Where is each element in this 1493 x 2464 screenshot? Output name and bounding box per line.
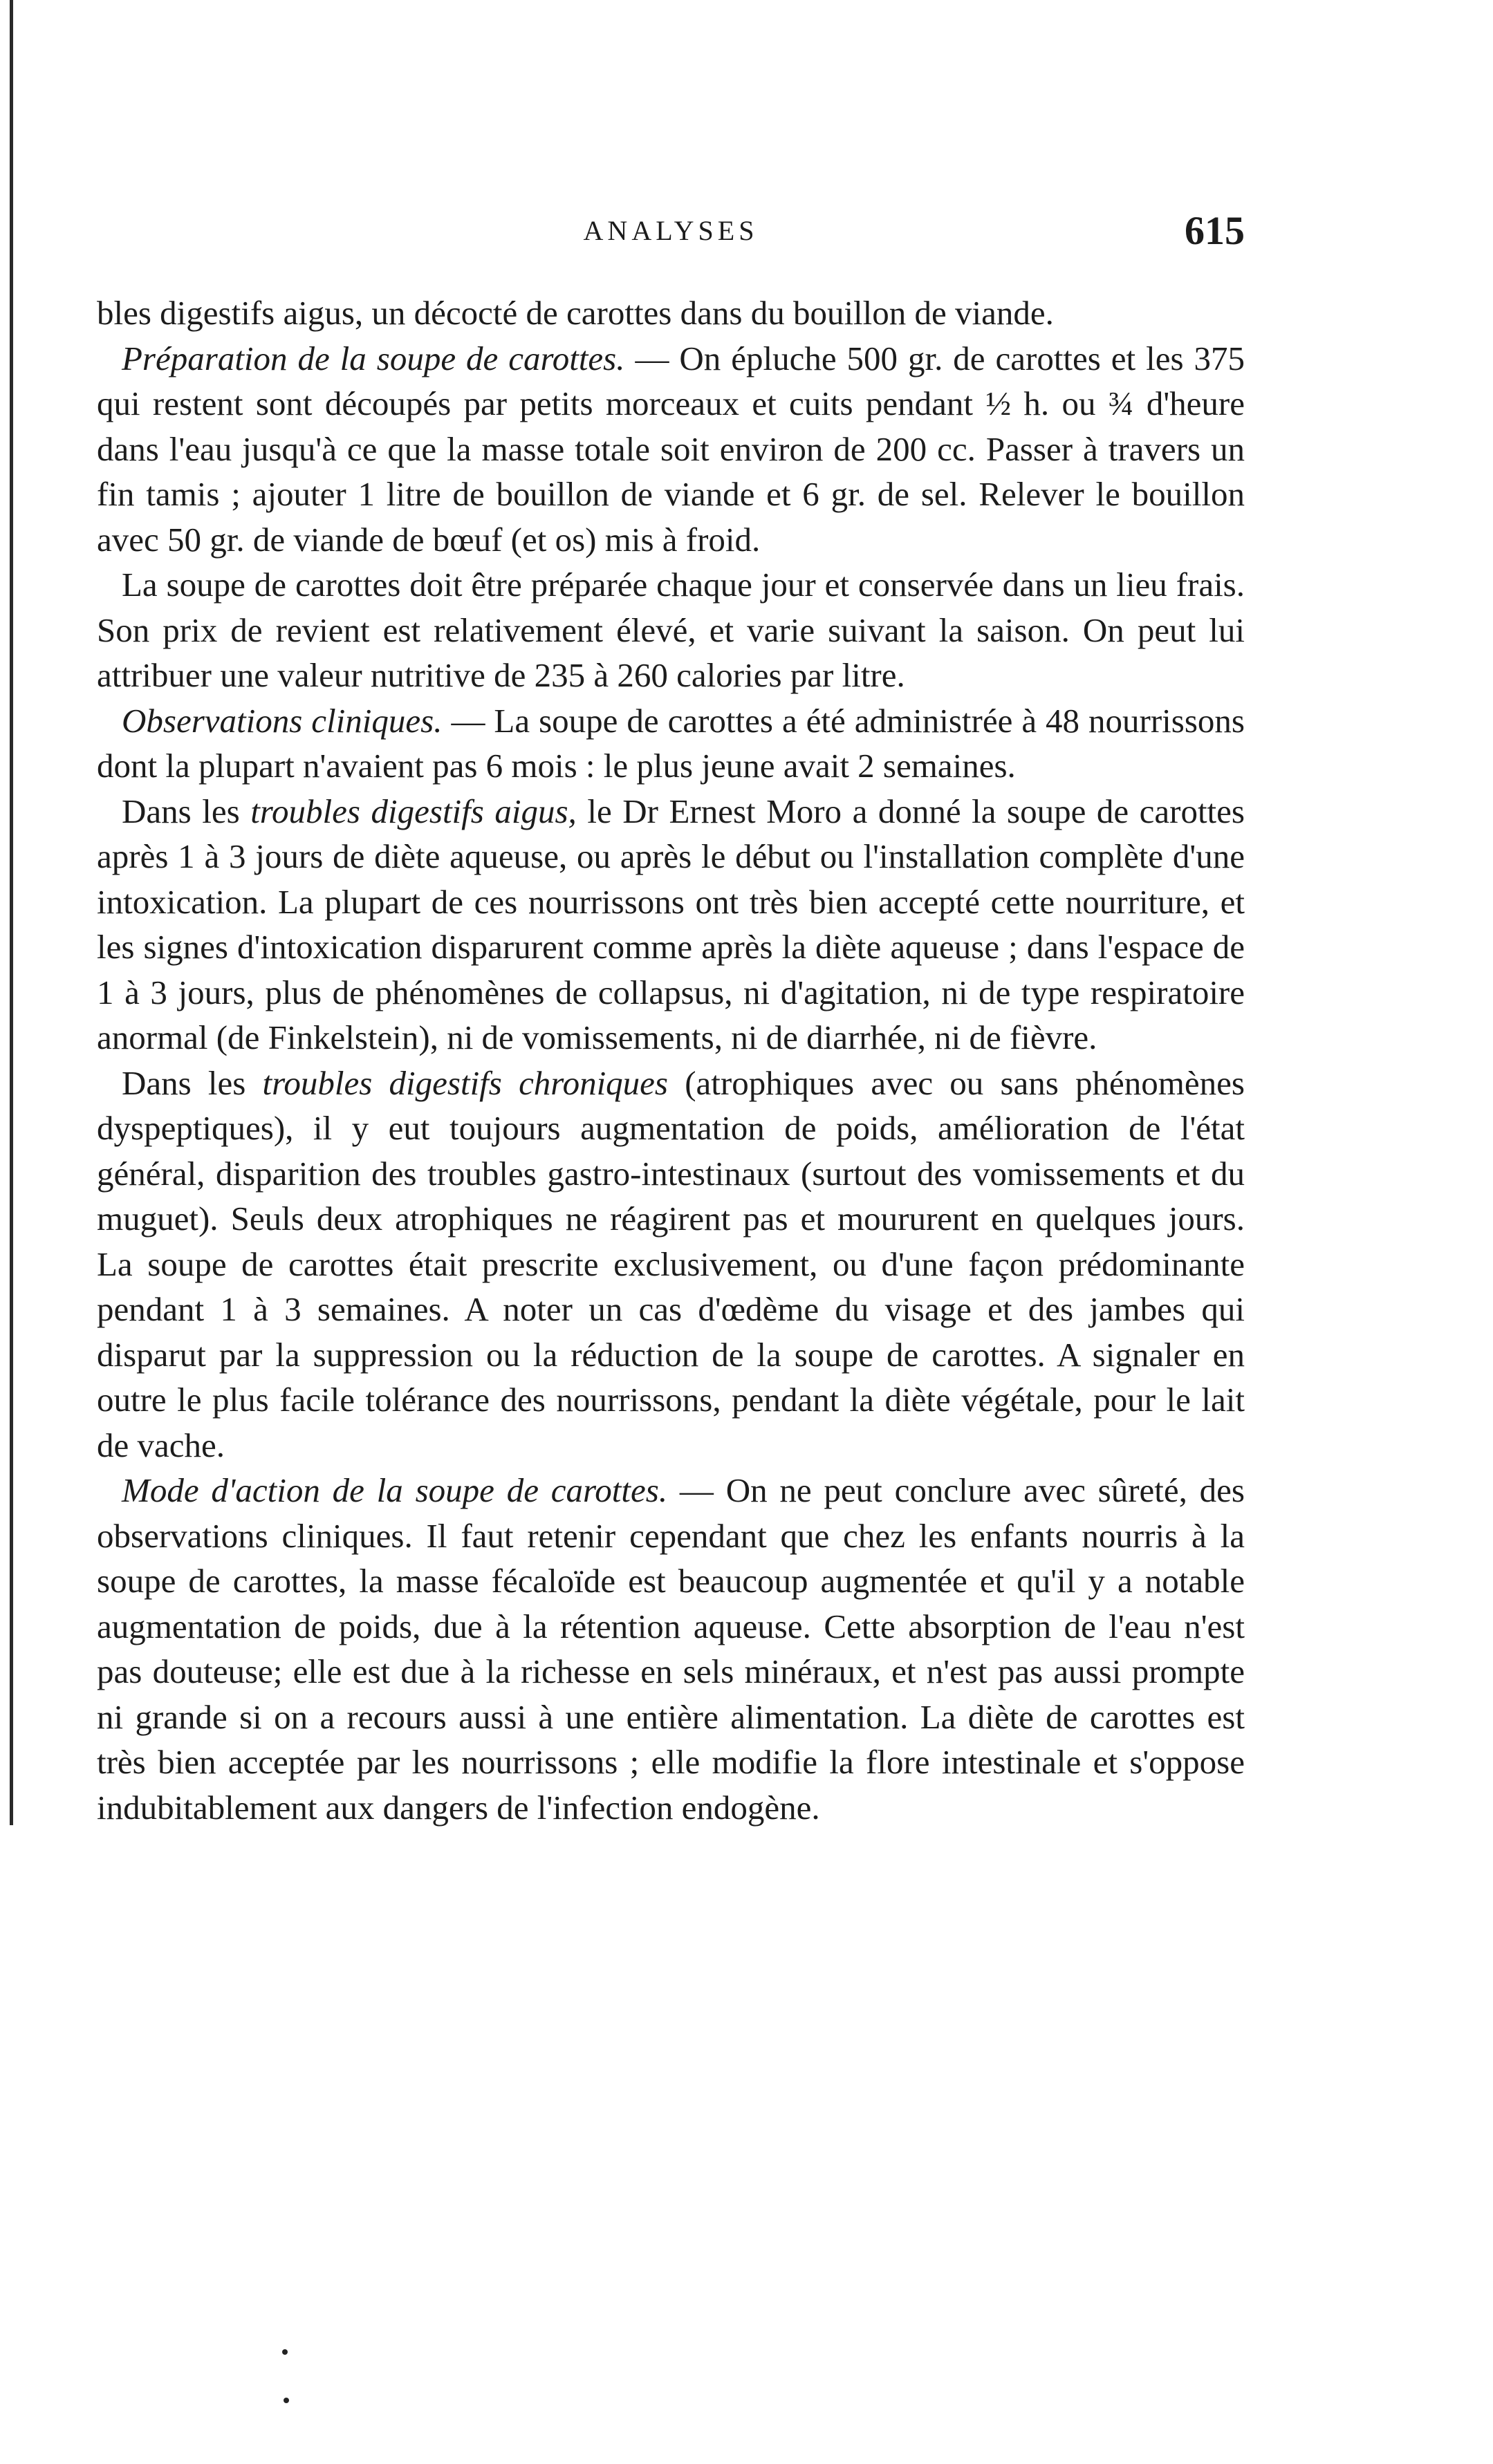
page-edge-rule <box>10 0 13 1825</box>
paragraph <box>97 698 1245 789</box>
paragraph <box>97 1468 1245 1830</box>
body-text <box>97 290 1245 1830</box>
italic-text-segment: Mode d'action de la soupe de carottes. <box>122 1471 668 1509</box>
text-segment: Dans les <box>122 792 251 830</box>
ink-speck <box>282 2349 288 2355</box>
text-segment: — On ne peut conclure avec sûreté, des observations cliniques. Il faut retenir cependant que chez les enfants nourris à la soupe de carottes, la masse fécaloïde est beaucoup augmentée et qu'il y a notable augmentation de poids, due à la rétention aqueuse. Cette absorption de l'eau n'est pas douteuse; elle est due à la richesse en sels minéraux, et n'est pas aussi prompte ni grande si on a recours aussi à une entière alimentation. La diète de carottes est très bien acceptée par les nourrissons ; elle modifie la flore intestinale et s'oppose indubitablement aux dangers de l'infection endogène. <box>97 1471 1245 1827</box>
text-segment: bles digestifs aigus, un décocté de carottes dans du bouillon de viande. <box>97 294 1054 332</box>
italic-text-segment: Préparation de la soupe de carottes. <box>122 339 625 377</box>
running-head: ANALYSES <box>583 215 759 246</box>
text-segment: — On épluche 500 gr. de carottes et les 375 qui restent sont découpés par petits morceaux et cuits pendant ½ h. ou ¾ d'heure dans l'eau jusqu'à ce que la masse totale soit environ de 200 cc. Passer à travers un fin tamis ; ajouter 1 litre de bouillon de viande et 6 gr. de sel. Relever le bouillon avec 50 gr. de viande de bœuf (et os) mis à froid. <box>97 339 1245 559</box>
page-header <box>97 207 1245 256</box>
ink-speck <box>284 2398 289 2403</box>
text-segment: — La soupe de carottes a été administrée à 48 nourrissons dont la plupart n'avaient pas 6 mois : le plus jeune avait 2 semaines. <box>97 701 1245 785</box>
italic-text-segment: Observations cliniques. <box>122 701 443 740</box>
text-segment: La soupe de carottes doit être préparée chaque jour et conservée dans un lieu frais. Son prix de revient est relativement élevé, et varie suivant la saison. On peut lui attribuer une valeur nutritive de 235 à 260 calories par litre. <box>97 566 1245 694</box>
paragraph <box>97 1061 1245 1468</box>
italic-text-segment: troubles digestifs aigus, <box>250 792 577 830</box>
text-segment: Dans les <box>122 1063 263 1102</box>
text-segment: (atrophiques avec ou sans phénomènes dyspeptiques), il y eut toujours augmentation de poids, amélioration de l'état général, disparition des troubles gastro-intestinaux (surtout des vomissements et du muguet). Seuls deux atrophiques ne réagirent pas et moururent en quelques jours. La soupe de carottes était prescrite exclusivement, ou d'une façon prédominante pendant 1 à 3 semaines. A noter un cas d'œdème du visage et des jambes qui disparut par la suppression ou la réduction de la soupe de carottes. A signaler en outre le plus facile tolérance des nourrissons, pendant la diète végétale, pour le lait de vache. <box>97 1063 1245 1464</box>
page-number: 615 <box>1185 208 1245 253</box>
paragraph <box>97 789 1245 1061</box>
text-segment: le Dr Ernest Moro a donné la soupe de carottes après 1 à 3 jours de diète aqueuse, ou après le début ou l'installation complète d'une intoxication. La plupart de ces nourrissons ont très bien accepté cette nourriture, et les signes d'intoxication disparurent comme après la diète aqueuse ; dans l'espace de 1 à 3 jours, plus de phénomènes de collapsus, ni d'agitation, ni de type respiratoire anormal (de Finkelstein), ni de vomissements, ni de diarrhée, ni de fièvre. <box>97 792 1245 1056</box>
paragraph <box>97 336 1245 563</box>
paragraph <box>97 290 1245 336</box>
italic-text-segment: troubles digestifs chroniques <box>262 1063 668 1102</box>
paragraph <box>97 562 1245 698</box>
